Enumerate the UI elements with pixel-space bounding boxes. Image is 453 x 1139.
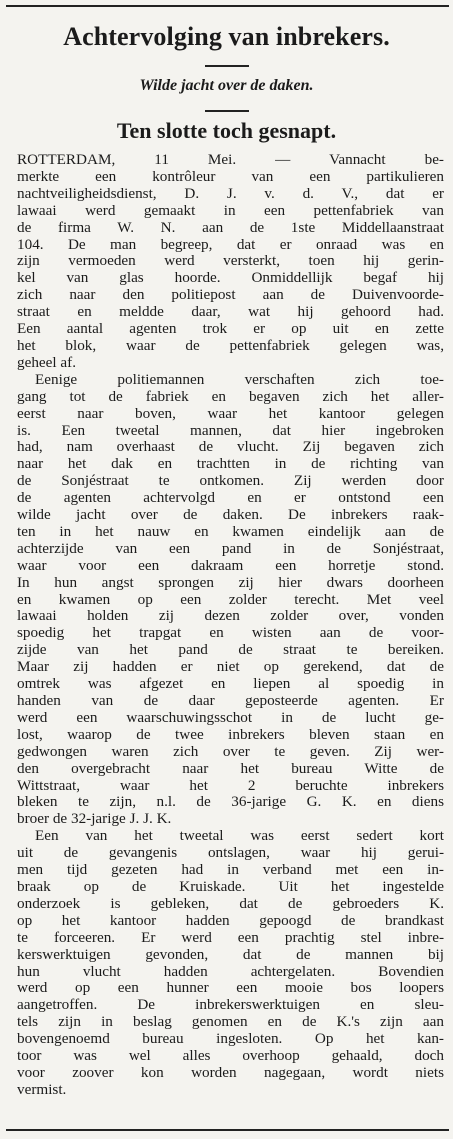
body-line: had, nam overhaast de vlucht. Zij begaven zich <box>17 439 444 456</box>
body-line: kel van glas hoorde. Onmiddellijk begaf hij <box>17 270 444 287</box>
body-line: Een van het tweetal was eerst sedert kort <box>35 828 444 845</box>
body-line: voor zoover kon worden nagegaan, wordt niets <box>17 1064 444 1081</box>
body-line: op het kantoor hadden gepoogd de brandkast <box>17 912 444 929</box>
body-line: In hun angst sprongen zij hier dwars doorheen <box>17 574 444 591</box>
body-line: men tijd gezeten had in verband met een in- <box>17 862 444 879</box>
body-line: hun vlucht hadden achtergelaten. Bovendien <box>17 963 444 980</box>
bottom-border-rule <box>6 1129 449 1131</box>
body-line: braak op de Kruiskade. Uit het ingestelde <box>17 878 444 895</box>
body-line: bovengenoemd bureau ingesloten. Op het kan- <box>17 1031 444 1048</box>
subheadline-divider <box>205 110 249 112</box>
body-line: werd op een hunner een mooie bos loopers <box>17 980 444 997</box>
body-line: het blok, waar de pettenfabriek gelegen was, <box>17 337 444 354</box>
body-line: ROTTERDAM, 11 Mei. — Vannacht be- <box>17 152 444 168</box>
body-line: bleken te zijn, n.l. de 36-jarige G. K. en diens <box>17 794 444 811</box>
article-subheadline: Wilde jacht over de daken. <box>139 77 314 94</box>
body-line: spoedig het trapgat en wisten aan de voor- <box>17 625 444 642</box>
body-line: werd een waarschuwingsschot in de lucht ge- <box>17 709 444 726</box>
body-line: Eenige politiemannen verschaften zich toe- <box>35 371 444 388</box>
body-line: Maar zij hadden er niet op gerekend, dat de <box>17 659 444 676</box>
body-line: en kwamen op een zolder terecht. Met veel <box>17 591 444 608</box>
body-line: handen van de daar geposteerde agenten. Er <box>17 693 444 709</box>
body-line: zich naar den politiepost aan de Duivenvoorde- <box>17 287 444 304</box>
body-line: merkte een kontrôleur van een partikulieren <box>17 168 444 185</box>
body-line: achterzijde van een pand in de Sonjéstraat, <box>17 540 444 557</box>
body-line: de Sonjéstraat te ontkomen. Zij werden door <box>17 473 444 490</box>
body-line: nachtveiligheidsdienst, D. J. v. d. V., dat er <box>17 185 444 202</box>
body-line: naar het dak en trachtten in de richting van <box>17 456 444 473</box>
body-line: lawaai werd gemaakt in een pettenfabriek van <box>17 202 444 219</box>
body-line: toor was wel alles overhoop gehaald, doch <box>17 1048 444 1065</box>
body-line: zijde van het pand de straat te bereiken. <box>17 642 444 659</box>
article-secondary-headline: Ten slotte toch gesnapt. <box>116 118 337 143</box>
body-line: 104. De man begreep, dat er onraad was en <box>17 236 444 253</box>
body-line: gedwongen waren zich over te geven. Zij wer- <box>17 743 444 760</box>
body-line: tels zijn in beslag genomen en de K.'s zijn aan <box>17 1014 444 1031</box>
body-line: lawaai holden zij dezen zolder over, vonden <box>17 608 444 625</box>
body-line: den overgebracht naar het bureau Witte de <box>17 760 444 777</box>
body-line: Een aantal agenten trok er op uit en zette <box>17 321 444 338</box>
body-line: gang tot de fabriek en begaven zich het aller- <box>17 388 444 405</box>
body-line: zijn vermoeden werd versterkt, toen hij gerin- <box>17 253 444 270</box>
body-line: onderzoek is gebleken, dat de gebroeders K. <box>17 895 444 912</box>
body-line: is. Een tweetal mannen, dat hier ingebroken <box>17 422 444 439</box>
body-line: Wittstraat, waar het 2 beruchte inbrekers <box>17 777 444 794</box>
body-line: ten in het nauw en kwamen eindelijk aan de <box>17 523 444 540</box>
body-line: aangetroffen. De inbrekerswerktuigen en sleu- <box>17 997 444 1014</box>
top-border-rule <box>6 5 449 7</box>
article-body <box>17 152 444 1099</box>
body-line: straat en meldde daar, wat hij gehoord had. <box>17 304 444 321</box>
body-line: omtrek was afgezet en liepen al spoedig in <box>17 676 444 693</box>
body-line: eerst naar boven, waar het kantoor gelegen <box>17 405 444 422</box>
body-line: te forceeren. Er werd een prachtig stel inbre- <box>17 929 444 946</box>
body-line: geheel af. <box>17 354 77 371</box>
article-headline: Achtervolging van inbrekers. <box>63 22 390 51</box>
body-line: uit de gevangenis ontslagen, waar hij gerui- <box>17 845 444 862</box>
body-line: vermist. <box>17 1081 67 1098</box>
body-line: waar voor een dakraam een horretje stond. <box>17 557 444 574</box>
body-line: de agenten achtervolgd en er ontstond een <box>17 490 444 507</box>
body-line: de firma W. N. aan de 1ste Middellaanstraat <box>17 219 444 236</box>
body-line: broer de 32-jarige J. J. K. <box>17 811 172 828</box>
body-line: kerswerktuigen gevonden, dat de mannen bij <box>17 946 444 963</box>
body-line: wilde jacht over de daken. De inbrekers raak- <box>17 507 444 524</box>
headline-divider <box>205 65 249 67</box>
body-line: lost, waarop de twee inbrekers bleven staan en <box>17 726 444 743</box>
